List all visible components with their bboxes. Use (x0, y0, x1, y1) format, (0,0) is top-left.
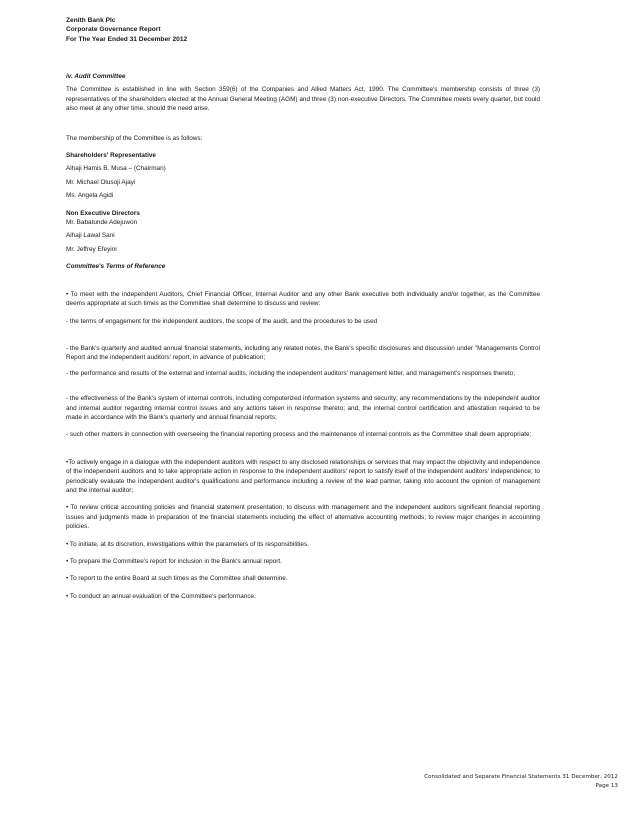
terms-item: • To meet with the independent Auditors, Chief Financial Officer, Internal Auditor and any other Bank executive both individually and/or together, as the Committee deems appropriate at such times as the Committee shall determine to discuss and review: (66, 290, 540, 308)
membership-intro: The membership of the Committee is as follows: (66, 134, 203, 142)
terms-item: • To report to the entire Board at such times as the Committee shall determine. (66, 575, 288, 583)
nonexec-member: Alhaji Lawal Sani (66, 232, 115, 240)
nonexec-member: Mr. Babatunde Adejuwon (66, 219, 138, 227)
shareholder-member: Mr. Michael Olusoji Ajayi (66, 178, 136, 186)
terms-item: - the performance and results of the external and internal audits, including the independent auditors' management letter, and management's responses thereto; (66, 369, 515, 377)
report-period: For The Year Ended 31 December 2012 (66, 35, 188, 43)
terms-item: - the Bank's quarterly and audited annual financial statements, including any related notes, the Bank's specific disclosures and discussion under "Managements Control Report and the independent auditors' report, in advance of publication; (66, 344, 540, 362)
section-title: iv. Audit Committee (66, 73, 126, 80)
nonexec-heading: Non Executive Directors (66, 209, 140, 217)
terms-item: • To prepare the Committee's report for inclusion in the Bank's annual report. (66, 558, 282, 565)
terms-heading: Committee's Terms of Reference (66, 263, 166, 271)
document-body (66, 72, 540, 601)
terms-item: • To conduct an annual evaluation of the Committee's performance. (66, 592, 256, 600)
terms-item: •To actively engage in a dialogue with the independent auditors with respect to any disclosed relationships or services that may impact the objectivity and independence of the independent auditors and to take appropriate action in response to the independent auditors' report to satisfy itself of the independent auditors' independence; to periodically evaluate the independent auditor's qualifications and performance including a review of the lead partner, taking into account the opinion of management and the internal auditor; (66, 458, 541, 494)
page-footer (424, 773, 618, 791)
page-number: Page 13 (595, 783, 618, 789)
terms-item: • To initiate, at its discretion, investigations within the parameters of its responsibilities. (66, 540, 309, 548)
nonexec-member: Mr. Jeffrey Efeyini (66, 245, 117, 253)
terms-item: • To review critical accounting policies and financial statement presentation; to discuss with management and the independent auditors significant financial reporting issues and judgments made in preparation of the financial statements including the effect of alternative accounting methods; to review major changes in accounting policies. (66, 504, 540, 531)
document-header (66, 16, 187, 44)
company-name: Zenith Bank Plc (66, 17, 116, 24)
shareholders-heading: Shareholders' Representative (66, 152, 156, 160)
terms-item: - such other matters in connection with overseeing the financial reporting process and the maintenance of internal controls as the Committee shall deem appropriate; (66, 431, 532, 439)
report-title: Corporate Governance Report (66, 26, 161, 34)
footer-statement: Consolidated and Separate Financial Statements 31 December, 2012 (424, 774, 618, 780)
section-intro: The Committee is established in line with Section 359(6) of the Companies and Allied Matters Act, 1990. The Committee's membership consists of three (3) representatives of the shareholders elected at the Annual General Meeting (AGM) and three (3) non-executive Directors. The Committee meets every quarter, but could also meet at any other time, should the need arise. (66, 86, 540, 113)
terms-item: - the effectiveness of the Bank's system of internal controls, including computerized information systems and security; any recommendations by the independent auditor and internal auditor regarding internal control issues and any actions taken in response thereto; and, the internal control certification and attestation required to be made in accordance with the Bank's quarterly and annual financial reports; (66, 395, 540, 421)
terms-item: - the terms of engagement for the independent auditors, the scope of the audit, and the procedures to be used (66, 317, 378, 325)
shareholder-member: Alhaji Hamis B. Musa – (Chairman) (66, 165, 166, 173)
shareholder-member: Ms. Angela Agidi (66, 192, 114, 200)
